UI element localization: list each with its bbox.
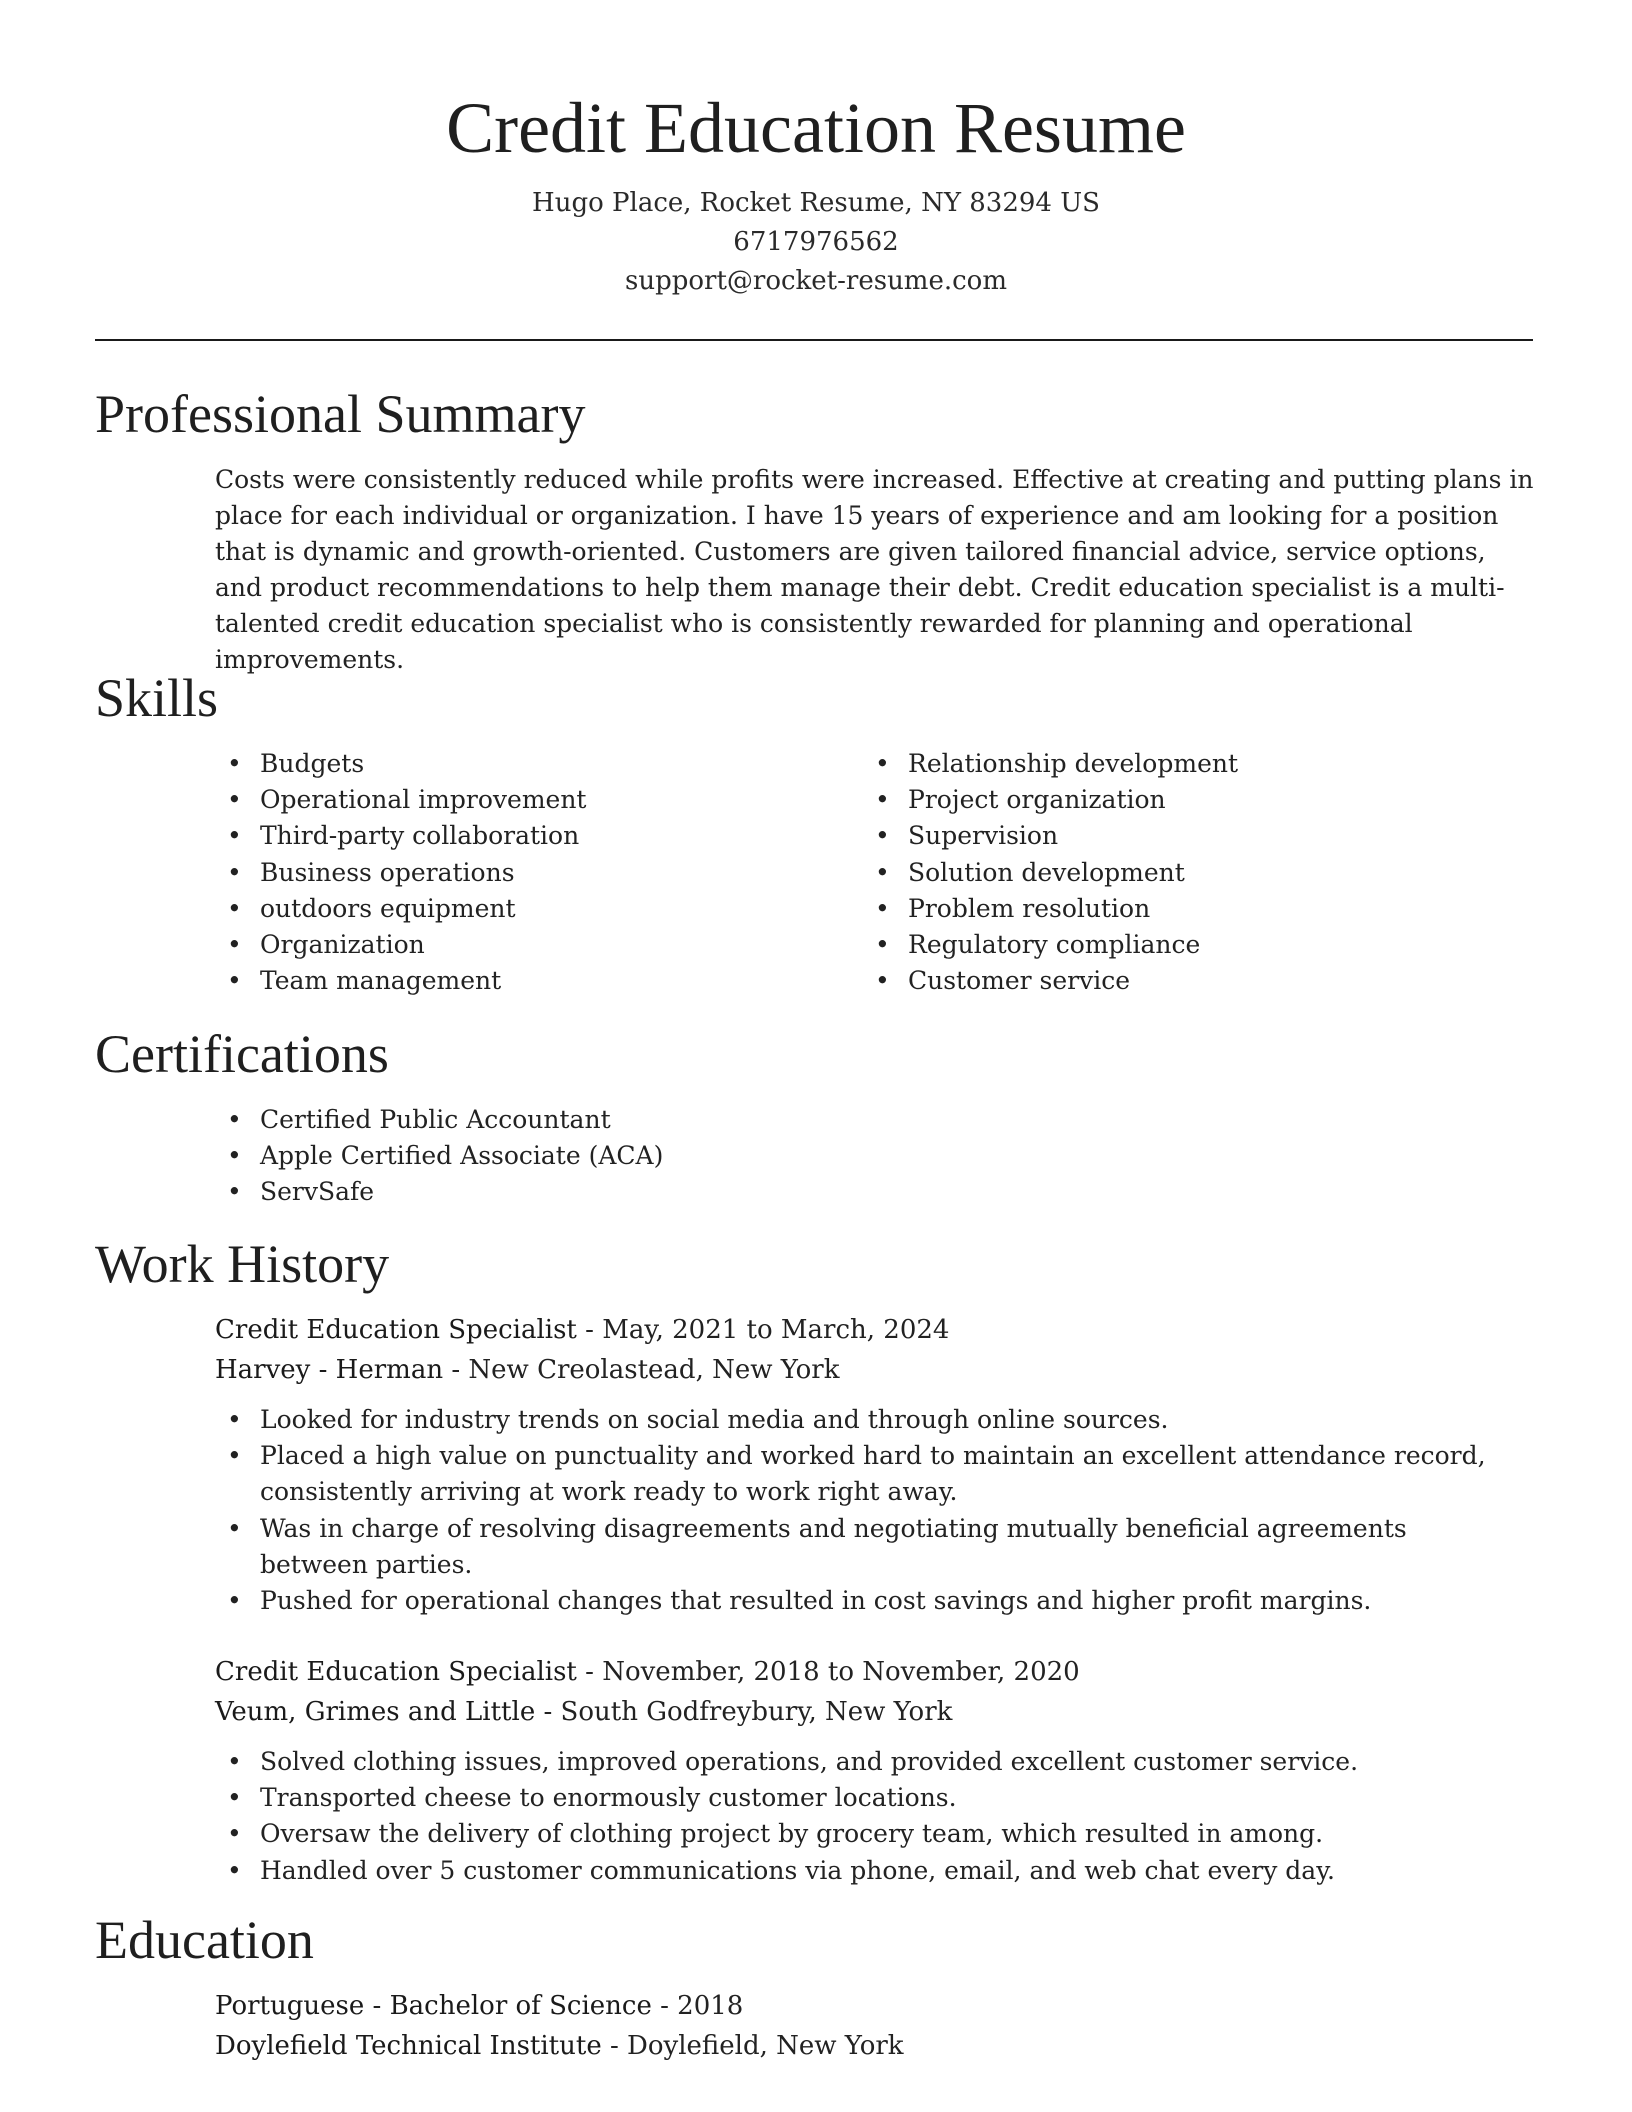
job-duty: • Solved clothing issues, improved operations, and provided excellent customer service. bbox=[215, 1744, 1495, 1780]
skill-item: • Solution development bbox=[863, 855, 1503, 891]
address: Hugo Place, Rocket Resume, NY 83294 US bbox=[532, 188, 1100, 218]
skill-item: • outdoors equipment bbox=[215, 891, 855, 927]
job-location: New Creolastead, New York bbox=[468, 1355, 840, 1385]
resume-title: Credit Education Resume bbox=[446, 88, 1186, 168]
job-dates: May, 2021 to March, 2024 bbox=[602, 1315, 950, 1345]
skill-item: • Business operations bbox=[215, 855, 855, 891]
skill-item: • Organization bbox=[215, 927, 855, 963]
email-address: support@rocket-resume.com bbox=[624, 266, 1007, 296]
job-title-line: Credit Education Specialist - November, 2018 to November, 2020 bbox=[215, 1657, 1080, 1687]
skills-list-right bbox=[863, 746, 1503, 999]
education-degree-line: Portuguese - Bachelor of Science - 2018 bbox=[215, 1991, 744, 2021]
job-duty: • Looked for industry trends on social media and through online sources. bbox=[215, 1402, 1495, 1438]
certification-item: • ServSafe bbox=[215, 1174, 1115, 1210]
education-degree: Bachelor of Science bbox=[389, 1991, 652, 2021]
job-duty: • Pushed for operational changes that resulted in cost savings and higher profit margins. bbox=[215, 1583, 1495, 1619]
education-field: Portuguese bbox=[215, 1991, 365, 2021]
job-role: Credit Education Specialist bbox=[215, 1315, 577, 1345]
skill-item: • Regulatory compliance bbox=[863, 927, 1503, 963]
certifications-list bbox=[215, 1102, 1115, 1211]
skill-item: • Budgets bbox=[215, 746, 855, 782]
job-duties-list bbox=[215, 1744, 1495, 1889]
education-location: Doylefield, New York bbox=[627, 2031, 904, 2061]
skill-item: • Project organization bbox=[863, 782, 1503, 818]
header-divider bbox=[95, 339, 1533, 341]
skill-item: • Team management bbox=[215, 963, 855, 999]
skill-item: • Operational improvement bbox=[215, 782, 855, 818]
job-company-line: Harvey - Herman - New Creolastead, New York bbox=[215, 1355, 840, 1385]
skill-item: • Supervision bbox=[863, 818, 1503, 854]
certification-item: • Certified Public Accountant bbox=[215, 1102, 1115, 1138]
job-duty: • Handled over 5 customer communications via phone, email, and web chat every day. bbox=[215, 1853, 1495, 1889]
job-company-line: Veum, Grimes and Little - South Godfreybury, New York bbox=[215, 1697, 953, 1727]
job-duty: • Was in charge of resolving disagreements and negotiating mutually beneficial agreements between parties. bbox=[215, 1511, 1495, 1583]
phone-number: 6717976562 bbox=[733, 227, 899, 257]
skill-item: • Customer service bbox=[863, 963, 1503, 999]
work-history-heading: Work History bbox=[95, 1234, 390, 1294]
job-duty: • Placed a high value on punctuality and worked hard to maintain an excellent attendance record, consistently arriving at work ready to work right away. bbox=[215, 1438, 1495, 1510]
job-company: Harvey - Herman bbox=[215, 1355, 444, 1385]
skills-heading: Skills bbox=[95, 668, 219, 728]
education-school-line: Doylefield Technical Institute - Doylefield, New York bbox=[215, 2031, 904, 2061]
summary-text: Costs were consistently reduced while profits were increased. Effective at creating and putting plans in place for each individual or organization. I have 15 years of experience and am looking for a position that is dynamic and growth-oriented. Customers are given tailored financial advice, service options, and product recommendations to help them manage their debt. Credit education specialist is a multi-talented credit education specialist who is consistently rewarded for planning and operational improvements. bbox=[215, 465, 1534, 674]
summary-heading: Professional Summary bbox=[95, 384, 586, 444]
job-duties-list bbox=[215, 1402, 1495, 1619]
certification-item: • Apple Certified Associate (ACA) bbox=[215, 1138, 1115, 1174]
resume-header bbox=[0, 82, 1632, 301]
job-title-line: Credit Education Specialist - May, 2021 to March, 2024 bbox=[215, 1315, 950, 1345]
contact-block bbox=[0, 184, 1632, 301]
education-year: 2018 bbox=[677, 1991, 744, 2021]
job-company: Veum, Grimes and Little bbox=[215, 1697, 536, 1727]
skill-item: • Problem resolution bbox=[863, 891, 1503, 927]
education-heading: Education bbox=[95, 1910, 314, 1970]
skills-list-left bbox=[215, 746, 855, 999]
skill-item: • Relationship development bbox=[863, 746, 1503, 782]
job-dates: November, 2018 to November, 2020 bbox=[602, 1657, 1080, 1687]
job-duty: • Transported cheese to enormously customer locations. bbox=[215, 1780, 1495, 1816]
job-role: Credit Education Specialist bbox=[215, 1657, 577, 1687]
certifications-heading: Certifications bbox=[95, 1024, 389, 1084]
job-location: South Godfreybury, New York bbox=[560, 1697, 953, 1727]
skill-item: • Third-party collaboration bbox=[215, 818, 855, 854]
education-school: Doylefield Technical Institute bbox=[215, 2031, 602, 2061]
job-duty: • Oversaw the delivery of clothing project by grocery team, which resulted in among. bbox=[215, 1816, 1495, 1852]
